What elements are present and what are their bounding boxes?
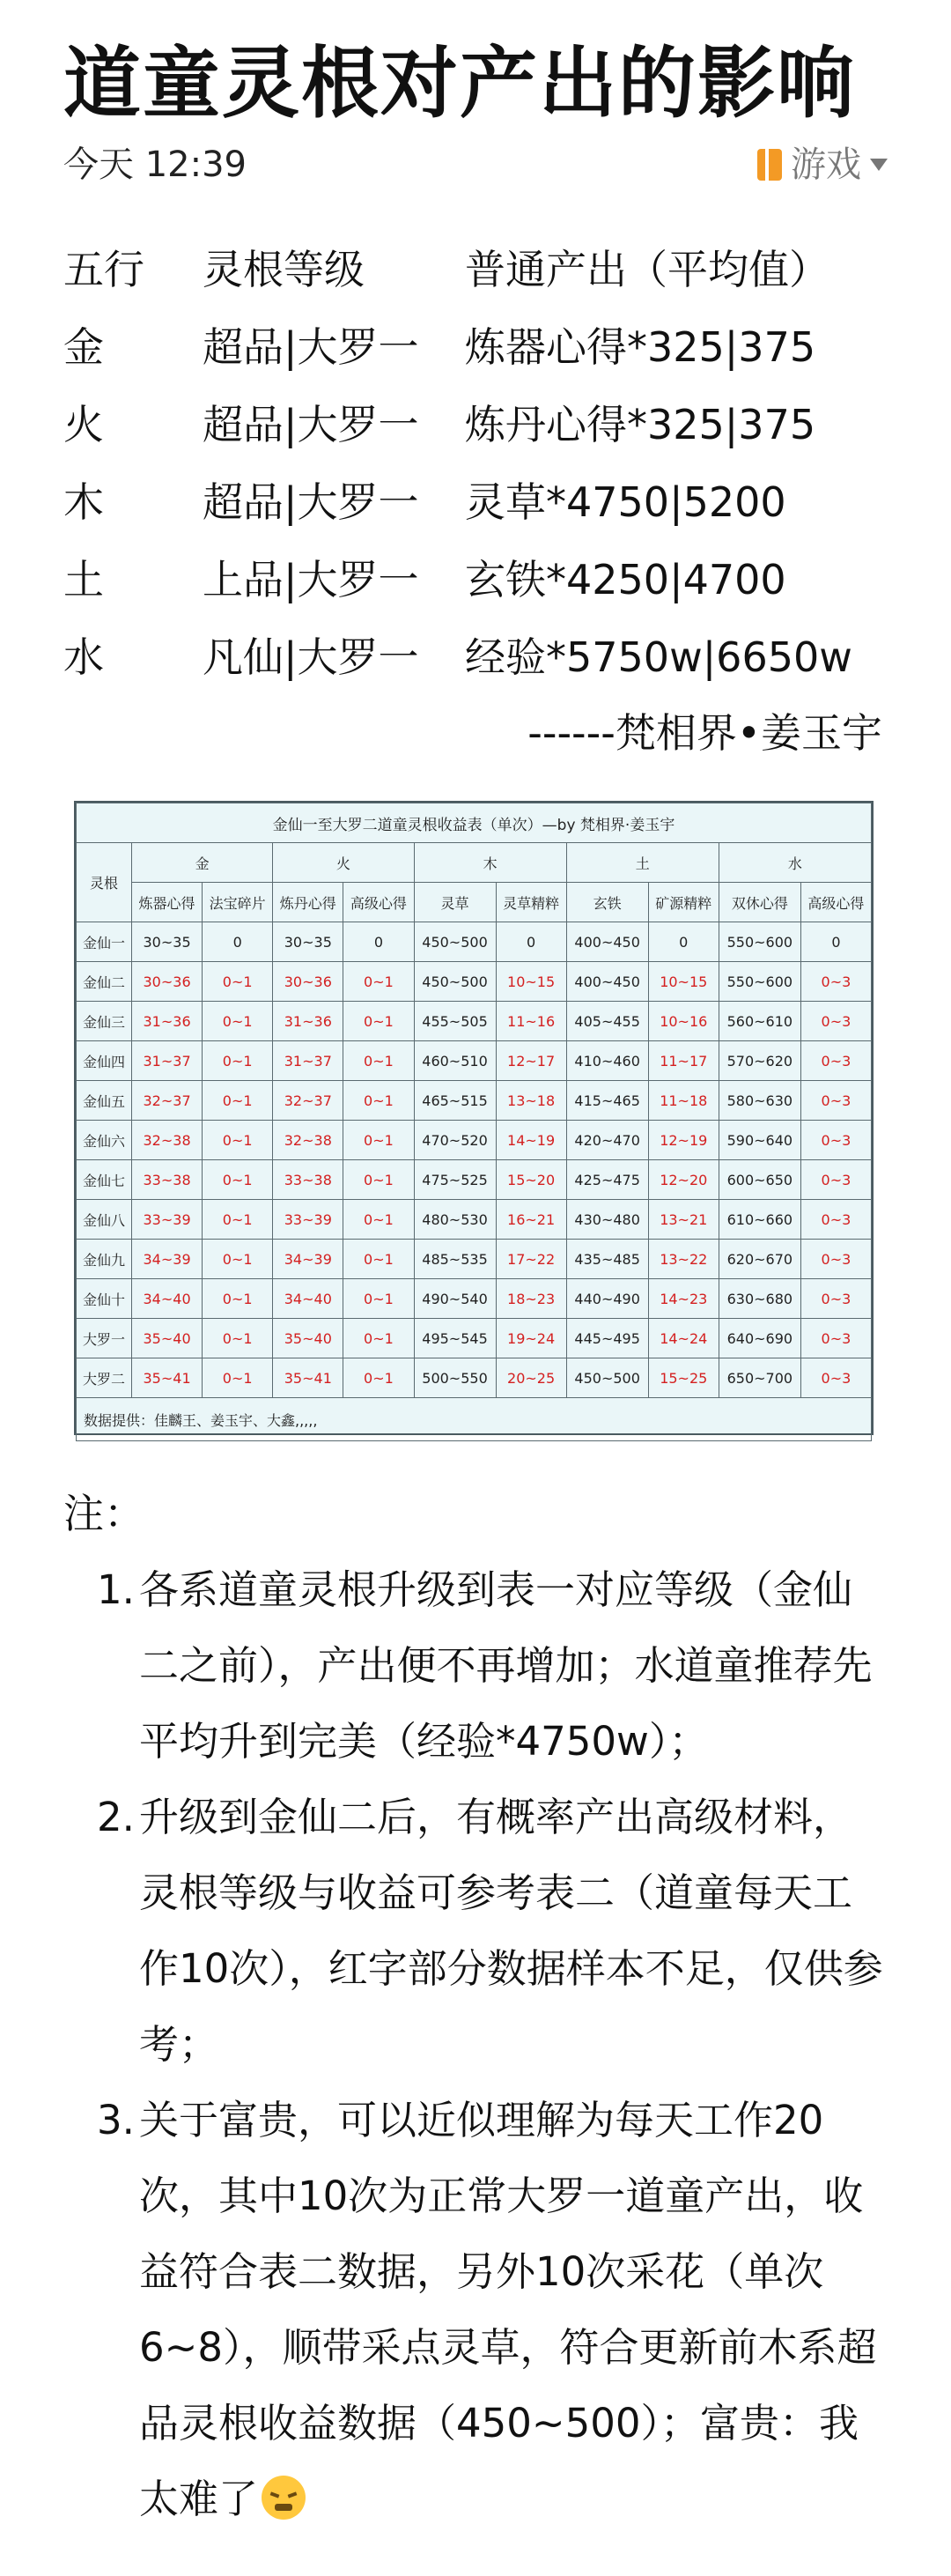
table-cell: 0~1 [203,1358,273,1398]
production-row [63,386,909,463]
table-cell: 14~19 [496,1121,566,1160]
element-header: 水 [719,843,871,883]
table-row [77,1358,872,1398]
persevering-face-icon [262,2476,306,2520]
table-cell: 34~40 [273,1279,343,1319]
table-cell: 475~525 [414,1160,496,1200]
table-cell: 420~470 [566,1121,648,1160]
table-cell: 0~1 [343,962,414,1002]
yield-table [76,803,872,1441]
table-cell: 450~500 [414,962,496,1002]
production-header [63,231,909,308]
root-header: 灵根 [77,843,132,922]
article-meta [63,143,888,187]
table-cell: 405~455 [566,1002,648,1041]
table-cell: 18~23 [496,1279,566,1319]
table-cell: 0~1 [343,1081,414,1121]
table-cell: 11~17 [648,1041,719,1081]
table-cell: 17~22 [496,1240,566,1279]
table-cell: 0~1 [203,1200,273,1240]
table-cell: 430~480 [566,1200,648,1240]
table-cell: 480~530 [414,1200,496,1240]
notes-heading: 注： [63,1490,144,1537]
table-cell: 0~3 [800,1279,871,1319]
table-caption: 金仙一至大罗二道童灵根收益表（单次）—by 梵相界·姜玉宇 [77,803,872,843]
table-cell: 16~21 [496,1200,566,1240]
header-element: 五行 [63,246,144,293]
table-cell: 570~620 [719,1041,800,1081]
column-header: 高级心得 [800,883,871,922]
table-cell: 610~660 [719,1200,800,1240]
table-cell: 14~24 [648,1319,719,1358]
header-level: 灵根等级 [203,246,365,293]
table-cell: 400~450 [566,962,648,1002]
table-cell: 31~36 [273,1002,343,1041]
table-cell: 630~680 [719,1279,800,1319]
table-cell: 10~16 [648,1002,719,1041]
table-cell: 0~3 [800,1041,871,1081]
table-cell: 0~3 [800,1200,871,1240]
table-cell: 445~495 [566,1319,648,1358]
table-cell: 0~1 [343,1279,414,1319]
column-header: 高级心得 [343,883,414,922]
row-level: 金仙三 [77,1002,132,1041]
level: 超品|大罗一 [203,401,419,448]
table-cell: 30~35 [132,922,203,962]
table-cell: 33~39 [273,1200,343,1240]
table-cell: 13~21 [648,1200,719,1240]
element-header: 土 [566,843,719,883]
row-level: 大罗二 [77,1358,132,1398]
production-row [63,463,909,541]
publish-time: 今天 12:39 [63,144,247,185]
table-cell: 0~3 [800,962,871,1002]
table-cell: 560~610 [719,1002,800,1041]
row-level: 金仙十 [77,1279,132,1319]
table-cell: 34~39 [273,1240,343,1279]
table-cell: 33~38 [273,1160,343,1200]
table-row [77,962,872,1002]
table-cell: 490~540 [414,1279,496,1319]
table-cell: 0~1 [203,1319,273,1358]
table-cell: 31~37 [132,1041,203,1081]
table-cell: 11~18 [648,1081,719,1121]
table-cell: 0 [343,922,414,962]
output: 玄铁*4250|4700 [465,556,786,603]
table-cell: 400~450 [566,922,648,962]
column-header: 灵草 [414,883,496,922]
table-cell: 14~23 [648,1279,719,1319]
table-cell: 0~1 [203,962,273,1002]
level: 凡仙|大罗一 [203,633,419,681]
column-header: 双休心得 [719,883,800,922]
table-cell: 12~17 [496,1041,566,1081]
table-cell: 460~510 [414,1041,496,1081]
table-cell: 410~460 [566,1041,648,1081]
table-cell: 0~1 [343,1121,414,1160]
note-text: 关于富贵，可以近似理解为每天工作20次，其中10次为正常大罗一道童产出，收益符合表二数据，另外10次采花（单次6~8），顺带采点灵草，符合更新前木系超品灵根收益数据（450~500）；富贵：我太难了 [139,2097,877,2522]
table-row [77,1002,872,1041]
table-cell: 32~38 [273,1121,343,1160]
table-cell: 0 [203,922,273,962]
table-cell: 465~515 [414,1081,496,1121]
table-cell: 550~600 [719,962,800,1002]
element-header: 木 [414,843,566,883]
output: 炼器心得*325|375 [465,323,816,371]
table-row [77,1319,872,1358]
table-cell: 600~650 [719,1160,800,1200]
table-cell: 0~1 [343,1200,414,1240]
table-footer: 数据提供：佳麟王、姜玉宇、大鑫,,,,, [77,1398,872,1441]
table-cell: 11~16 [496,1002,566,1041]
table-cell: 34~39 [132,1240,203,1279]
table-cell: 12~19 [648,1121,719,1160]
element: 火 [63,401,104,448]
row-level: 大罗一 [77,1319,132,1358]
table-row [77,1279,872,1319]
table-cell: 0~1 [343,1319,414,1358]
table-cell: 0~1 [203,1240,273,1279]
table-cell: 470~520 [414,1121,496,1160]
category-label: 游戏 [791,144,861,185]
table-cell: 0~3 [800,1319,871,1358]
table-cell: 590~640 [719,1121,800,1160]
element-header: 火 [273,843,414,883]
table-cell: 32~37 [132,1081,203,1121]
table-cell: 35~40 [273,1319,343,1358]
table-cell: 0~1 [343,1002,414,1041]
table-cell: 0~1 [203,1002,273,1041]
row-level: 金仙七 [77,1160,132,1200]
element: 金 [63,323,104,371]
table-cell: 30~36 [132,962,203,1002]
table-cell: 19~24 [496,1319,566,1358]
table-cell: 425~475 [566,1160,648,1200]
table-cell: 30~35 [273,922,343,962]
table-cell: 0~1 [203,1121,273,1160]
subheader-row [77,883,872,922]
notes-list [97,1552,889,2537]
book-icon [757,149,782,181]
column-header: 玄铁 [566,883,648,922]
level: 上品|大罗一 [203,556,419,603]
table-cell: 435~485 [566,1240,648,1279]
table-cell: 13~18 [496,1081,566,1121]
column-header: 灵草精粹 [496,883,566,922]
table-cell: 640~690 [719,1319,800,1358]
table-cell: 620~670 [719,1240,800,1279]
table-row [77,1160,872,1200]
article-title: 道童灵根对产出的影响 [63,38,857,129]
output: 炼丹心得*325|375 [465,401,816,448]
table-cell: 15~20 [496,1160,566,1200]
row-level: 金仙五 [77,1081,132,1121]
level: 超品|大罗一 [203,323,419,371]
table-cell: 0 [800,922,871,962]
note-item [97,1780,889,2083]
table-cell: 15~25 [648,1358,719,1398]
table-cell: 35~40 [132,1319,203,1358]
table-cell: 0~3 [800,1240,871,1279]
table-cell: 0~3 [800,1160,871,1200]
column-header: 炼器心得 [132,883,203,922]
output: 经验*5750w|6650w [465,633,852,681]
table-cell: 30~36 [273,962,343,1002]
table-cell: 415~465 [566,1081,648,1121]
table-cell: 32~37 [273,1081,343,1121]
table-cell: 12~20 [648,1160,719,1200]
header-output: 普通产出（平均值） [465,246,829,293]
signature: ------梵相界•姜玉宇 [527,709,882,757]
level: 超品|大罗一 [203,478,419,526]
table-cell: 0~1 [343,1240,414,1279]
table-cell: 440~490 [566,1279,648,1319]
note-number: 3. [97,2097,135,2143]
table-cell: 35~41 [273,1358,343,1398]
table-cell: 0 [648,922,719,962]
table-cell: 32~38 [132,1121,203,1160]
table-row [77,922,872,962]
production-row [63,308,909,386]
table-cell: 650~700 [719,1358,800,1398]
column-header: 炼丹心得 [273,883,343,922]
table-cell: 450~500 [566,1358,648,1398]
table-cell: 580~630 [719,1081,800,1121]
row-level: 金仙八 [77,1200,132,1240]
chevron-down-icon [870,159,888,171]
table-cell: 13~22 [648,1240,719,1279]
table-cell: 0~3 [800,1121,871,1160]
table-cell: 0~1 [203,1279,273,1319]
note-item [97,1552,889,1780]
table-cell: 31~37 [273,1041,343,1081]
note-number: 2. [97,1794,135,1840]
table-cell: 485~535 [414,1240,496,1279]
row-level: 金仙四 [77,1041,132,1081]
table-cell: 31~36 [132,1002,203,1041]
element: 土 [63,556,104,603]
table-cell: 0~1 [343,1041,414,1081]
table-row [77,1081,872,1121]
table-cell: 0~3 [800,1002,871,1041]
table-cell: 455~505 [414,1002,496,1041]
table-cell: 0~1 [343,1160,414,1200]
note-number: 1. [97,1566,135,1613]
table-body [77,922,872,1398]
table-cell: 34~40 [132,1279,203,1319]
note-item [97,2083,889,2537]
production-list [63,231,909,696]
row-level: 金仙六 [77,1121,132,1160]
element-header: 金 [132,843,273,883]
table-cell: 0 [496,922,566,962]
element: 木 [63,478,104,526]
table-cell: 550~600 [719,922,800,962]
table-row [77,1240,872,1279]
table-cell: 450~500 [414,922,496,962]
column-header: 法宝碎片 [203,883,273,922]
table-cell: 10~15 [496,962,566,1002]
production-row [63,618,909,696]
category-selector[interactable] [757,143,888,187]
table-cell: 0~3 [800,1081,871,1121]
table-cell: 0~1 [203,1081,273,1121]
note-text: 各系道童灵根升级到表一对应等级（金仙二之前），产出便不再增加；水道童推荐先平均升到完美（经验*4750w）； [139,1566,873,1765]
yield-table-image[interactable] [74,801,874,1435]
row-level: 金仙一 [77,922,132,962]
table-cell: 495~545 [414,1319,496,1358]
table-row [77,1041,872,1081]
note-text: 升级到金仙二后，有概率产出高级材料，灵根等级与收益可参考表二（道童每天工作10次），红字部分数据样本不足，仅供参考； [139,1794,883,2068]
table-cell: 33~39 [132,1200,203,1240]
table-cell: 0~1 [203,1160,273,1200]
table-cell: 0~1 [203,1041,273,1081]
output: 灵草*4750|5200 [465,478,786,526]
table-row [77,1200,872,1240]
table-cell: 500~550 [414,1358,496,1398]
element: 水 [63,633,104,681]
table-cell: 0~3 [800,1358,871,1398]
column-header: 矿源精粹 [648,883,719,922]
table-cell: 20~25 [496,1358,566,1398]
table-cell: 0~1 [343,1358,414,1398]
row-level: 金仙九 [77,1240,132,1279]
production-row [63,541,909,618]
table-cell: 35~41 [132,1358,203,1398]
row-level: 金仙二 [77,962,132,1002]
table-row [77,1121,872,1160]
table-cell: 33~38 [132,1160,203,1200]
table-cell: 10~15 [648,962,719,1002]
